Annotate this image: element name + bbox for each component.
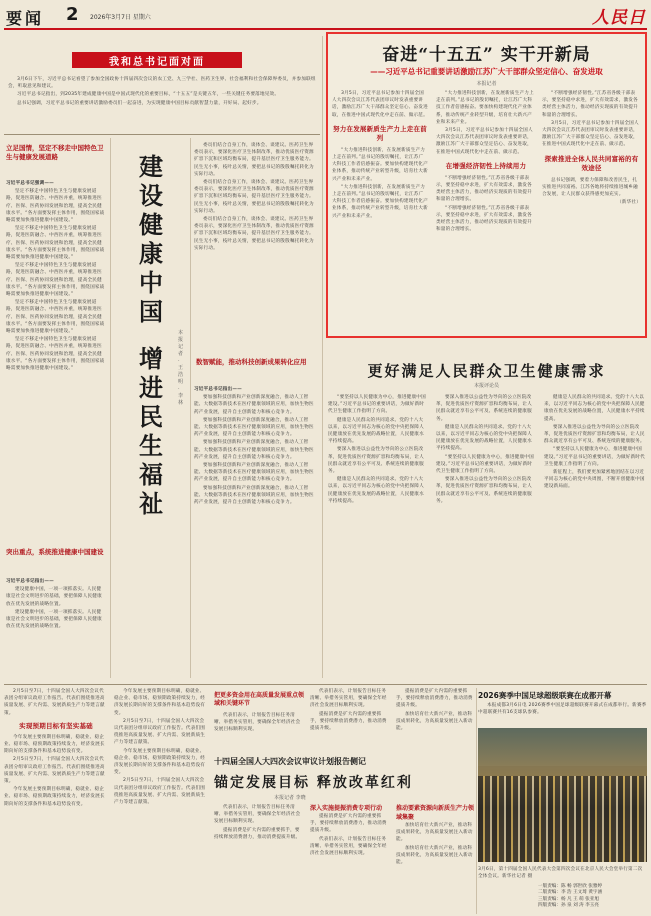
bottom-left-paragraph: 今年发展主要预期目标明确，稳就业、稳企业、稳市场、稳预期政策持续发力，经济发展长期向好的支撑条件和基本趋势没有变。 xyxy=(4,787,105,807)
vertical-byline: 本报记者 · 王浩明 · 李林 xyxy=(178,330,184,406)
health-paragraph: “要坚持以人民健康为中心，推进健康中国建设。”习近平总书记的重要讲话，为做好新时代卫生健康工作指明了方向。 xyxy=(544,447,645,467)
health-article xyxy=(326,342,647,678)
column-rule xyxy=(476,688,477,914)
bottom-mid-byline: 本报记者 李晓 xyxy=(274,795,306,801)
vertical-title-line1: 建设健康中国 xyxy=(139,152,163,326)
feature-paragraph: “大力推进科技创新，在发展新质生产力上走在前列。”总书记的殷切嘱托，让江苏广大科技工作者倍感振奋。要加快构建现代化产业体系，推动传统产业转型升级，培育壮大新兴产业和未来产业。 xyxy=(332,184,428,219)
mid-paragraph: 委员们结合自身工作，谈体会、谈建议。医药卫生界委员表示，要深化医疗卫生体制改革，推动优质医疗资源扩容下沉和区域均衡布局，提升基层医疗卫生服务能力。民生无小事，枝叶总关情，要把总书记的殷殷嘱托转化为实际行动。 xyxy=(194,217,314,251)
assembly-photo xyxy=(478,728,647,862)
box3-title xyxy=(196,358,316,367)
lead-paragraph: 习近平总书记指出，到2035年建成健康中国是中国式现代化的重要目标，“十五五”是关键五年，一些关键任务要落地见效。 xyxy=(17,92,280,98)
feature-paragraph: “大力推进科技创新，在发展新质生产力上走在前列。”总书记的殷切嘱托，让江苏广大科技工作者倍感振奋。要加快构建现代化产业体系，推动传统产业转型升级，培育壮大新兴产业和未来产业。 xyxy=(332,147,428,182)
bottom-mid-text1b xyxy=(310,688,390,752)
bottom-mid-paragraph: 提振消费是扩大内需的重要抓手，要持续释放消费潜力，推动消费提质升级。 xyxy=(214,827,301,840)
feature-source: （新华社） xyxy=(617,200,641,206)
credit-line: 一版责编：陈 畅 郭世欣 张雅婷 xyxy=(538,884,603,889)
health-title: 更好满足人民群众卫生健康需求 xyxy=(367,362,606,380)
feature-sub3: 探索推进全体人民共同富裕的有效途径 xyxy=(544,154,639,172)
bottom-mid-kicker: 十四届全国人大四次会议审议计划报告侧记 xyxy=(214,757,366,766)
date-line: 2026年3月7日 星期六 xyxy=(90,14,151,21)
feature-sub1: 努力在发展新质生产力上走在前列 xyxy=(333,124,427,142)
bottom-mid-paragraph: 代表们表示，计划报告目标任务清晰、举措务实管用，要确保全年经济社会发展目标顺利实现。 xyxy=(214,805,301,825)
mid-paragraph: 要加强科技创新和产业创新深度融合，推动人工智能、大数据等新技术在医疗健康领域的应用，加快生物医药产业发展，提升自主创新能力和核心竞争力。 xyxy=(194,417,314,438)
bottom-mid-text3a xyxy=(396,688,474,732)
football-body xyxy=(478,702,647,724)
football-title: 2026赛季中国足球超级联赛在成都开幕 xyxy=(478,691,612,700)
box1-text: 坚定不移走中国特色卫生与健康发展道路，促进医防融合、中西医并重，统筹推进医疗、医保、医药协同发展和治理，提高全民健康水平。“各方面要发挥主体作用，围绕国家战略需要加快推进健康中国建设。” xyxy=(6,263,105,298)
health-col3 xyxy=(544,394,645,674)
brand-logo: 人民日 xyxy=(592,8,646,28)
health-col2 xyxy=(436,394,536,674)
health-paragraph: 要深入推进以公益性为导向的公立医院改革，促进优质医疗资源扩容和均衡布局，让人民群众就近享有公平可及、系统连续的健康服务。 xyxy=(436,477,532,504)
feature-paragraph: “不断增强经济韧性。”江苏省各级干部表示，要坚持稳中求进，扩大有效需求，激发各类经营主体活力，推动经济实现质的有效提升和量的合理增长。 xyxy=(542,91,638,118)
credit-line: 三版责编：杨 凡 王 萌 张亚旭 xyxy=(538,896,599,902)
masthead-rule xyxy=(4,28,647,30)
bottom-mid-paragraph: 加快培育壮大新兴产业，推动科技成果转化，为高质量发展注入新动能。 xyxy=(396,711,473,732)
health-paragraph: 健康是人民群众的共同追求。党的十八大以来，以习近平同志为核心的党中央把保障人民健康放在优先发展的战略位置，人民健康水平持续提高。 xyxy=(328,417,424,445)
health-paragraph: 健康是人民群众的共同追求。党的十八大以来，以习近平同志为核心的党中央把保障人民健康放在优先发展的战略位置，人民健康水平持续提高。 xyxy=(328,477,424,504)
bottom-mid-paragraph: 加快培育壮大新兴产业，推动科技成果转化，为高质量发展注入新动能。 xyxy=(396,845,473,866)
credit-line: 四版责编：孙 泉 刘 涛 李玉亮 xyxy=(538,903,599,909)
football-paragraph: 本报成都3月6日电 2026赛季中国足球超级联赛开幕式在成都举行。新赛季中超联赛共有16支球队参赛。 xyxy=(478,703,647,716)
bottom-left-article xyxy=(4,688,108,914)
feature-paragraph: 3月5日，习近平总书记参加十四届全国人大四次会议江苏代表团审议时发表重要讲话，激励江苏广大干部群众坚定信心、奋发进取，在推进中国式现代化中走在前、做示范。 xyxy=(542,120,639,148)
column-rule xyxy=(110,138,111,678)
health-paragraph: “要坚持以人民健康为中心，推进健康中国建设。”习近平总书记的重要讲话，为做好新时代卫生健康工作指明了方向。 xyxy=(328,395,426,415)
box1-title xyxy=(6,144,106,162)
health-paragraph: 健康是人民群众的共同追求。党的十八大以来，以习近平同志为核心的党中央把保障人民健康放在优先发展的战略位置，人民健康水平持续提高。 xyxy=(544,395,645,422)
box3-quote: 习近平总书记指出—— xyxy=(194,387,242,392)
feature-col1 xyxy=(332,90,428,334)
box2-body xyxy=(6,578,106,674)
mid-text-b xyxy=(194,386,318,676)
bottom-mid-paragraph: 提振消费是扩大内需的重要抓手，要持续释放消费潜力，推动消费提质升级。 xyxy=(310,814,387,834)
bottom-mid-sub3: 推动要素资源向新质生产力领域集聚 xyxy=(396,805,474,821)
lead-paragraph: 总书记强调，习近平总书记的重要讲话激励委员们一起奋进，为实现健康中国目标贡献智慧力量，开好局、起好步。 xyxy=(17,100,262,106)
mid-paragraph: 要加强科技创新和产业创新深度融合，推动人工智能、大数据等新技术在医疗健康领域的应用，加快生物医药产业发展，提升自主创新能力和核心竞争力。 xyxy=(194,485,314,506)
bottom-mid-sub2: 深入实施提振消费专项行动 xyxy=(310,805,383,812)
column-rule xyxy=(322,36,323,678)
photo-caption xyxy=(478,866,647,882)
caption-text: 3月6日，第十四届全国人民代表大会第四次会议在北京人民大会堂举行第二次全体会议。新华社记者 摄 xyxy=(478,867,643,880)
feature-paragraph: 3月5日，习近平总书记参加十四届全国人大四次会议江苏代表团审议时发表重要讲话，激励江苏广大干部群众坚定信心、奋发进取，在推进中国式现代化中走在前、做示范。 xyxy=(436,128,533,155)
vertical-title-line2: 增进民生福祉 xyxy=(139,344,163,518)
feature-col3 xyxy=(542,90,641,334)
bottom-mid-text1 xyxy=(214,712,304,752)
divider xyxy=(4,134,320,135)
photo-crowd xyxy=(478,776,647,862)
feature-paragraph: “不断增强经济韧性。”江苏省各级干部表示，要坚持稳中求进，扩大有效需求，激发各类经营主体活力，推动经济实现质的有效提升和量的合理增长。 xyxy=(436,175,532,203)
box1-quote: 习近平总书记强调—— xyxy=(6,181,54,186)
bottom-mid-paragraph: 今年发展主要预期目标明确，稳就业、稳企业、稳市场、稳预期政策持续发力，经济发展长期向好的支撑条件和基本趋势没有变。 xyxy=(114,689,206,716)
health-byline: 本报评论员 xyxy=(473,383,499,389)
bottom-mid-paragraph: 加快培育壮大新兴产业，推动科技成果转化，为高质量发展注入新动能。 xyxy=(396,823,473,843)
feature-title: 奋进“十五五” 实干开新局 xyxy=(382,45,591,65)
vertical-title xyxy=(134,152,168,518)
bottom-mid-text3 xyxy=(396,822,474,866)
masthead xyxy=(0,0,651,30)
box1-text: 坚定不移走中国特色卫生与健康发展道路，促进医防融合、中西医并重，统筹推进医疗、医保、医药协同发展和治理，提高全民健康水平。“各方面要发挥主体作用，围绕国家战略需要加快推进健康中国建设。” xyxy=(6,337,105,372)
bottom-mid-paragraph: 代表们表示，计划报告目标任务清晰、举措务实管用，要确保全年经济社会发展目标顺利实现。 xyxy=(310,836,387,857)
bottom-mid-paragraph: 提振消费是扩大内需的重要抓手，要持续释放消费潜力，推动消费提质升级。 xyxy=(396,689,473,709)
bottom-mid-col3b xyxy=(396,804,474,910)
bottom-mid-paragraph: 2月5日至7日，十四届全国人大四次会议代表团分组审议政府工作报告。代表们围绕推进高质量发展、扩大内需、发展新质生产力等建言献策。 xyxy=(114,718,206,746)
left-column xyxy=(4,138,108,678)
feature-subtitle: ——习近平总书记重要讲话激励江苏广大干部群众坚定信心、奋发进取 xyxy=(370,67,603,76)
bottom-mid-paragraph: 今年发展主要预期目标明确，稳就业、稳企业、稳市场、稳预期政策持续发力，经济发展长期向好的支撑条件和基本趋势没有变。 xyxy=(114,748,206,776)
photo-stage xyxy=(478,728,647,766)
mid-paragraph: 要加强科技创新和产业创新深度融合，推动人工智能、大数据等新技术在医疗健康领域的应用，加快生物医药产业发展，提升自主创新能力和核心竞争力。 xyxy=(194,463,314,483)
bottom-left-paragraph: 2月5日至7日，十四届全国人大四次会议代表团分组审议政府工作报告。代表们围绕推进高质量发展、扩大内需、发展新质生产力等建言献策。 xyxy=(4,689,105,716)
box1-body xyxy=(6,180,106,470)
box1-text: 坚定不移走中国特色卫生与健康发展道路，促进医防融合、中西医并重，统筹推进医疗、医保、医药协同发展和治理，提高全民健康水平。“各方面要发挥主体作用，围绕国家战略需要加快推进健康中国建设。” xyxy=(6,189,105,224)
feature-col2 xyxy=(436,90,536,334)
box3-title-text: 数智赋能，推动科技创新成果转化应用 xyxy=(196,358,307,366)
health-paragraph: 要深入推进以公益性为导向的公立医院改革，促进优质医疗资源扩容和均衡布局，让人民群众就近享有公平可及、系统连续的健康服务。 xyxy=(436,395,532,422)
health-paragraph: 新征程上，我们要更加紧密地团结在以习近平同志为核心的党中央周围，不断开创健康中国建设新局面。 xyxy=(544,470,645,490)
bottom-mid-article xyxy=(114,688,474,914)
bottom-left-paragraph: 2月5日至7日，十四届全国人大四次会议代表团分组审议政府工作报告。代表们围绕推进高质量发展、扩大内需、发展新质生产力等建言献策。 xyxy=(4,757,105,785)
lead-headline: 我和总书记面对面 xyxy=(109,57,205,68)
bottom-mid-text2 xyxy=(310,813,390,857)
health-paragraph: 健康是人民群众的共同追求。党的十八大以来，以习近平同志为核心的党中央把保障人民健康放在优先发展的战略位置，人民健康水平持续提高。 xyxy=(436,424,532,452)
bottom-mid-col2 xyxy=(310,804,390,910)
feature-paragraph: “不断增强经济韧性。”江苏省各级干部表示，要坚持稳中求进，扩大有效需求，激发各类经营主体活力，推动经济实现质的有效提升和量的合理增长。 xyxy=(436,205,532,233)
bottom-mid-col1 xyxy=(214,804,304,910)
page-number: 2 xyxy=(66,4,79,25)
feature-paragraph: “大力推进科技创新，在发展新质生产力上走在前列。”总书记的殷切嘱托，让江苏广大科技工作者倍感振奋。要加快构建现代化产业体系，推动传统产业转型升级，培育壮大新兴产业和未来产业。 xyxy=(436,91,534,125)
mid-paragraph: 委员们结合自身工作，谈体会、谈建议。医药卫生界委员表示，要深化医疗卫生体制改革，推动优质医疗资源扩容下沉和区域均衡布局，提升基层医疗卫生服务能力。民生无小事，枝叶总关情，要把总书记的殷殷嘱托转化为实际行动。 xyxy=(194,143,314,177)
feature-article xyxy=(326,32,647,338)
section-title: 要闻 xyxy=(6,9,45,28)
bottom-mid-paragraph: 2月5日至7日，十四届全国人大四次会议代表团分组审议政府工作报告。代表们围绕推进高质量发展、扩大内需、发展新质生产力等建言献策。 xyxy=(114,778,206,806)
mid-paragraph: 要加强科技创新和产业创新深度融合，推动人工智能、大数据等新技术在医疗健康领域的应用，加快生物医药产业发展，提升自主创新能力和核心竞争力。 xyxy=(194,395,314,415)
bottom-mid-sub1: 把更多资金用在高质量发展重点领域和关键环节 xyxy=(214,692,305,707)
box2-title xyxy=(6,548,106,557)
bottom-mid-paragraph: 代表们表示，计划报告目标任务清晰、举措务实管用，要确保全年经济社会发展目标顺利实现。 xyxy=(310,689,387,709)
box2-text: 建设健康中国，一项一项抓落实。人民健康是社会文明进步的基础，要把保障人民健康放在优先发展的战略位置。 xyxy=(6,587,102,607)
mid-paragraph: 委员们结合自身工作，谈体会、谈建议。医药卫生界委员表示，要深化医疗卫生体制改革，推动优质医疗资源扩容下沉和区域均衡布局，提升基层医疗卫生服务能力。民生无小事，枝叶总关情，要把总书记的殷殷嘱托转化为实际行动。 xyxy=(194,180,314,214)
bottom-mid-paragraph: 代表们表示，计划报告目标任务清晰、举措务实管用，要确保全年经济社会发展目标顺利实现。 xyxy=(214,713,301,733)
feature-byline: 本报记者 xyxy=(476,81,497,87)
bottom-right-article xyxy=(478,688,647,914)
editor-credits xyxy=(538,884,647,910)
bottom-mid-col0 xyxy=(114,688,208,910)
credit-line: 二版责编：李 浩 王文琦 黄宇涵 xyxy=(538,890,603,896)
bottom-mid-title: 锚定发展目标 释放改革红利 xyxy=(214,775,413,791)
box2-quote: 习近平总书记指出—— xyxy=(6,579,54,584)
box2-title-text: 突出重点，系统推进健康中国建设 xyxy=(6,548,104,556)
health-col1 xyxy=(328,394,428,674)
health-paragraph: 要深入推进以公益性为导向的公立医院改革，促进优质医疗资源扩容和均衡布局，让人民群众就近享有公平可及、系统连续的健康服务。 xyxy=(544,424,645,445)
lead-body xyxy=(8,76,316,130)
column-rule xyxy=(190,138,191,678)
bottom-left-body xyxy=(4,688,108,910)
box2-text: 建设健康中国，一项一项抓落实。人民健康是社会文明进步的基础，要把保障人民健康放在优先发展的战略位置。 xyxy=(6,609,102,630)
feature-paragraph: 总书记强调，要着力保障和改善民生，扎实推进共同富裕。江苏各地将持续推进城乡融合发展，让人民群众获得感更加充实。 xyxy=(542,177,638,198)
lead-section xyxy=(4,36,320,132)
feature-sub2: 在增强经济韧性上持续用力 xyxy=(445,161,527,170)
box1-text: 坚定不移走中国特色卫生与健康发展道路，促进医防融合、中西医并重，统筹推进医疗、医保、医药协同发展和治理，提高全民健康水平。“各方面要发挥主体作用，围绕国家战略需要加快推进健康中国建设。” xyxy=(6,226,105,261)
box1-text: 坚定不移走中国特色卫生与健康发展道路，促进医防融合、中西医并重，统筹推进医疗、医保、医药协同发展和治理，提高全民健康水平。“各方面要发挥主体作用，围绕国家战略需要加快推进健康中国建设。” xyxy=(6,300,105,335)
bottom-mid-paragraph: 提振消费是扩大内需的重要抓手，要持续释放消费潜力，推动消费提质升级。 xyxy=(310,711,387,732)
divider xyxy=(4,684,647,685)
mid-text-a xyxy=(194,142,318,352)
bottom-left-paragraph: 今年发展主要预期目标明确，稳就业、稳企业、稳市场、稳预期政策持续发力，经济发展长期向好的支撑条件和基本趋势没有变。 xyxy=(4,734,105,755)
health-paragraph: 要深入推进以公益性为导向的公立医院改革，促进优质医疗资源扩容和均衡布局，让人民群众就近享有公平可及、系统连续的健康服务。 xyxy=(328,447,424,475)
bottom-left-sub: 实现预期目标有坚实基础 xyxy=(19,721,93,730)
health-paragraph: “要坚持以人民健康为中心，推进健康中国建设。”习近平总书记的重要讲话，为做好新时代卫生健康工作指明了方向。 xyxy=(436,454,534,475)
box1-title-text: 立足国情，坚定不移走中国特色卫生与健康发展道路 xyxy=(6,144,104,161)
feature-paragraph: 3月5日，习近平总书记参加十四届全国人大四次会议江苏代表团审议时发表重要讲话，激励江苏广大干部群众坚定信心、奋发进取，在推进中国式现代化中走在前、做示范。 xyxy=(332,91,428,118)
middle-column xyxy=(194,138,320,678)
mid-paragraph: 要加强科技创新和产业创新深度融合，推动人工智能、大数据等新技术在医疗健康领域的应用，加快生物医药产业发展，提升自主创新能力和核心竞争力。 xyxy=(194,440,314,460)
lead-paragraph: 3月6日下午，习近平总书记看望了参加全国政协十四届四次会议的农工党、九三学社、医药卫生界、社会福利和社会保障界委员，并参加联组会，听取意见和建议。 xyxy=(8,77,316,90)
